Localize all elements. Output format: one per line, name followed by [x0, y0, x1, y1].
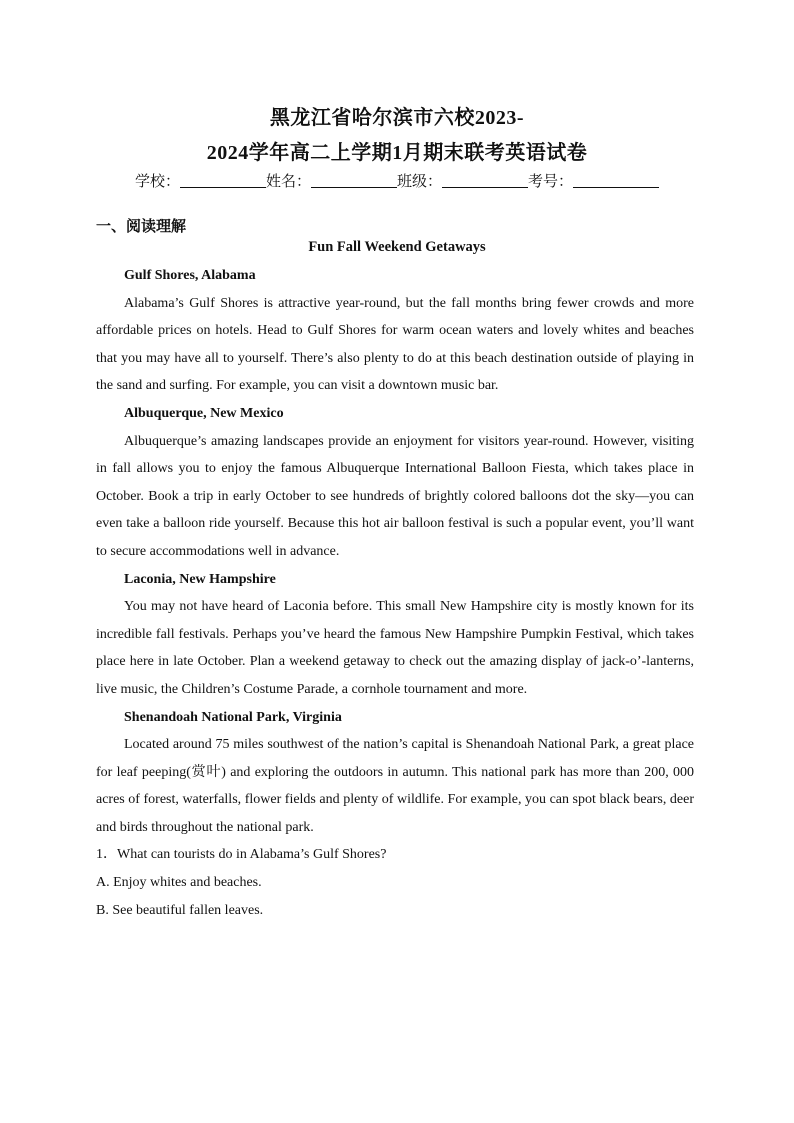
name-label: 姓名： — [265, 172, 311, 190]
student-info-line — [0, 170, 794, 191]
passage-heading: Albuquerque, New Mexico — [124, 405, 284, 421]
name-blank[interactable] — [311, 173, 397, 188]
class-label: 班级： — [397, 172, 443, 190]
passage-heading: Gulf Shores, Alabama — [124, 268, 256, 283]
question-option-a[interactable]: A. Enjoy whites and beaches. — [96, 875, 262, 891]
passage-paragraph: Alabama’s Gulf Shores is attractive year-round, but the fall months bring fewer crowds and more affordable prices on hotels. Head to Gulf Shores for warm ocean waters and lovely whites and beaches that you may have all to yourself. There’s also plenty to do at this beach destination outside of playing in the sand and surfing. For example, you can visit a downtown music bar. — [96, 295, 694, 394]
passage-heading: Shenandoah National Park, Virginia — [124, 709, 342, 725]
school-label: 学校： — [134, 172, 180, 190]
section-title: 一、阅读理解 — [96, 217, 187, 235]
passage-paragraph: Albuquerque’s amazing landscapes provide an enjoyment for visitors year-round. However, visiting in fall allows you to enjoy the famous Albuquerque International Balloon Fiesta, which takes place in October. Book a trip in early October to see hundreds of brightly colored balloons dot the sky—you can even take a balloon ride yourself. Because this hot air balloon festival is such a popular event, you’ll want to secure accommodations well in advance. — [96, 433, 694, 559]
school-blank[interactable] — [180, 173, 266, 188]
exam-title-line1: 黑龙江省哈尔滨市六校2023- — [269, 107, 525, 129]
question-stem: 1．What can tourists do in Alabama’s Gulf Shores? — [96, 847, 387, 863]
exam-title-line2: 2024学年高二上学期1月期末联考英语试卷 — [206, 142, 588, 164]
passage-paragraph: You may not have heard of Laconia before. This small New Hampshire city is mostly known for its incredible fall festivals. Perhaps you’ve heard the famous New Hampshire Pumpkin Festival, which takes place here in late October. Plan a weekend getaway to check out the amazing display of jack-o’-lanterns, live music, the Children’s Costume Parade, a cornhole tournament and more. — [96, 599, 694, 697]
passage-body — [96, 262, 694, 924]
passage-paragraph: Located around 75 miles southwest of the nation’s capital is Shenandoah National Park, a great place for leaf peeping(赏叶) and exploring the outdoors in autumn. This national park has more than 200, 000 acres of forest, waterfalls, flower fields and plenty of wildlife. For example, you can spot black bears, deer and birds throughout the national park. — [96, 737, 694, 835]
exam-number-blank[interactable] — [573, 173, 659, 188]
question-option-b[interactable]: B. See beautiful fallen leaves. — [96, 902, 264, 918]
class-blank[interactable] — [442, 173, 528, 188]
passage-heading: Laconia, New Hampshire — [124, 571, 276, 587]
passage-title: Fun Fall Weekend Getaways — [308, 239, 486, 255]
exam-number-label: 考号： — [528, 172, 574, 190]
